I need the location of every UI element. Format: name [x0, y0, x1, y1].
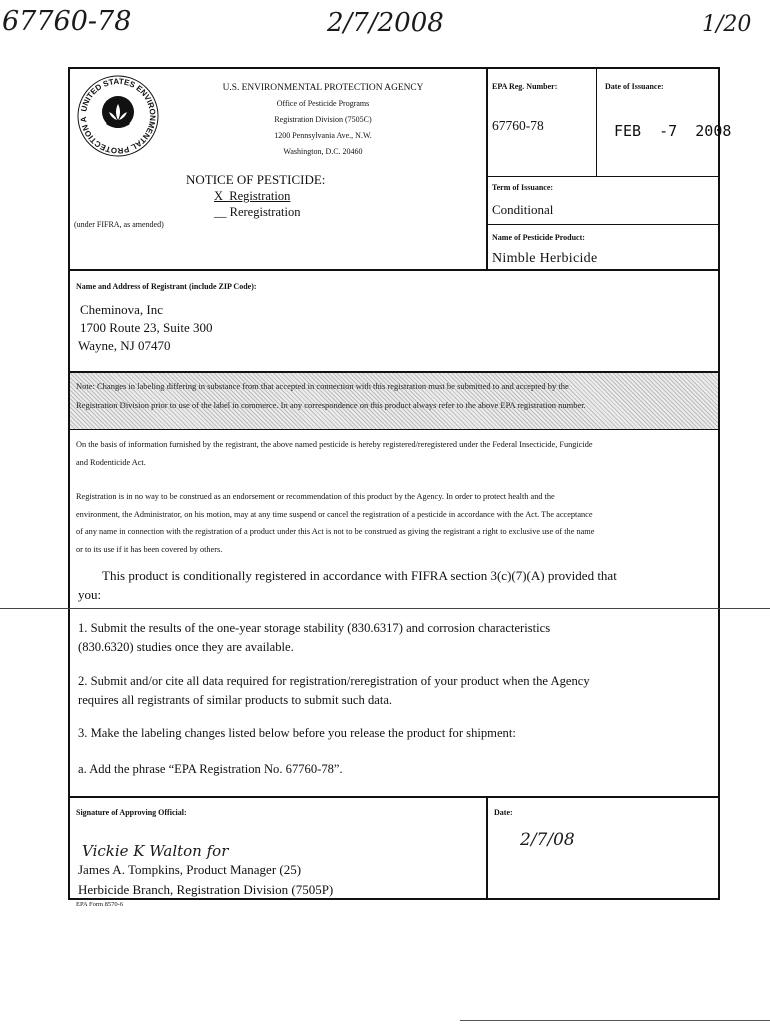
handwritten-reg-number: 67760-78	[2, 6, 132, 37]
conditional-line: This product is conditionally registered in accordance with FIFRA section 3(c)(7)(A) provided that	[102, 568, 617, 583]
labeling-note	[70, 371, 718, 430]
agency-name: U.S. ENVIRONMENTAL PROTECTION AGENCY	[222, 83, 424, 93]
divider	[486, 796, 488, 900]
registrant-street: 1700 Route 23, Suite 300	[80, 320, 213, 335]
labeling-note-line: Note: Changes in labeling differing in substance from that accepted in connection with this registration must be submitted to and accepted by the	[76, 381, 569, 391]
condition-line: (830.6320) studies once they are available.	[78, 640, 294, 654]
agency-city: Washington, D.C. 20460	[283, 147, 363, 156]
condition-item-2	[78, 672, 718, 710]
form-id: EPA Form 8570-6	[76, 901, 124, 908]
product-value: Nimble Herbicide	[492, 251, 598, 266]
disclaimer-line: environment, the Administrator, on his motion, may at any time suspend or cancel the registration of a pesticide in accordance with the Act. The acceptance	[76, 509, 593, 519]
svg-text:UNITED STATES ENVIRONMENTAL PR: UNITED STATES ENVIRONMENTAL PROTECTION A	[78, 76, 158, 156]
issuance-stamp: FEB -7 2008	[614, 122, 732, 140]
official-branch: Herbicide Branch, Registration Division (7505P)	[78, 882, 334, 897]
basis-line: and Rodenticide Act.	[76, 457, 146, 467]
epa-reg-label: EPA Reg. Number:	[492, 82, 558, 91]
agency-division: Registration Division (7505C)	[274, 115, 372, 124]
condition-line: requires all registrants of similar products to submit such data.	[78, 693, 393, 707]
registration-option: X Registration	[214, 189, 291, 203]
agency-street: 1200 Pennsylvania Ave., N.W.	[274, 131, 372, 140]
registrant-label: Name and Address of Registrant (include ZIP Code):	[76, 282, 257, 291]
epa-seal-icon	[76, 74, 160, 158]
official-signature: Vickie K Walton for	[82, 842, 229, 860]
labeling-note-line: Registration Division prior to use of the label in commerce. In any correspondence on this product always refer to the above EPA registration number.	[76, 400, 586, 410]
conditional-line: you:	[78, 587, 102, 602]
condition-item-3: 3. Make the labeling changes listed below before you release the product for shipment:	[78, 726, 516, 740]
basis-text	[76, 436, 718, 471]
product-label: Name of Pesticide Product:	[492, 233, 585, 242]
epa-reg-value: 67760-78	[492, 118, 544, 133]
official-name: James A. Tompkins, Product Manager (25)	[78, 862, 302, 877]
divider	[486, 224, 720, 225]
term-value: Conditional	[492, 202, 554, 217]
term-label: Term of Issuance:	[492, 183, 554, 192]
handwritten-date: 2/7/2008	[327, 8, 444, 38]
epa-seal	[76, 74, 160, 158]
registrant-name: Cheminova, Inc	[80, 302, 164, 317]
handwritten-sign-date: 2/7/08	[520, 830, 575, 850]
divider	[68, 796, 720, 798]
issuance-label: Date of Issuance:	[605, 82, 664, 91]
agency-office: Office of Pesticide Programs	[276, 99, 370, 108]
rule-line	[0, 608, 770, 609]
divider	[486, 67, 488, 270]
conditional-statement	[78, 566, 718, 604]
disclaimer-line: Registration is in no way to be construed as an endorsement or recommendation of this product by the Agency. In order to protect health and the	[76, 492, 555, 501]
basis-line: On the basis of information furnished by the registrant, the above named pesticide is hereby registered/reregistered under the Federal Insecticide, Fungicide	[76, 440, 593, 449]
condition-line: 1. Submit the results of the one-year storage stability (830.6317) and corrosion characteristics	[78, 621, 551, 635]
reregistration-option: __ Reregistration	[214, 205, 301, 219]
divider	[486, 176, 720, 177]
date-label: Date:	[494, 808, 513, 817]
signature-label: Signature of Approving Official:	[76, 808, 187, 817]
condition-item-3a: a. Add the phrase “EPA Registration No. 67760-78”.	[78, 762, 343, 776]
condition-line: 2. Submit and/or cite all data required for registration/reregistration of your product when the Agency	[78, 674, 590, 688]
handwritten-page: 1/20	[702, 12, 752, 37]
notice-title: NOTICE OF PESTICIDE:	[186, 172, 326, 187]
disclaimer-text	[76, 488, 718, 558]
divider	[596, 67, 597, 177]
divider	[68, 269, 720, 271]
fifra-note: (under FIFRA, as amended)	[74, 220, 164, 229]
disclaimer-line: of any name in connection with the registration of a product under this Act is not to be construed as giving the registrant a right to exclusive use of the name	[76, 527, 595, 536]
disclaimer-line: or to its use if it has been covered by others.	[76, 544, 223, 554]
registrant-city: Wayne, NJ 07470	[78, 338, 171, 353]
condition-item-1	[78, 619, 718, 657]
rule-line	[460, 1020, 770, 1021]
agency-address	[160, 80, 486, 160]
